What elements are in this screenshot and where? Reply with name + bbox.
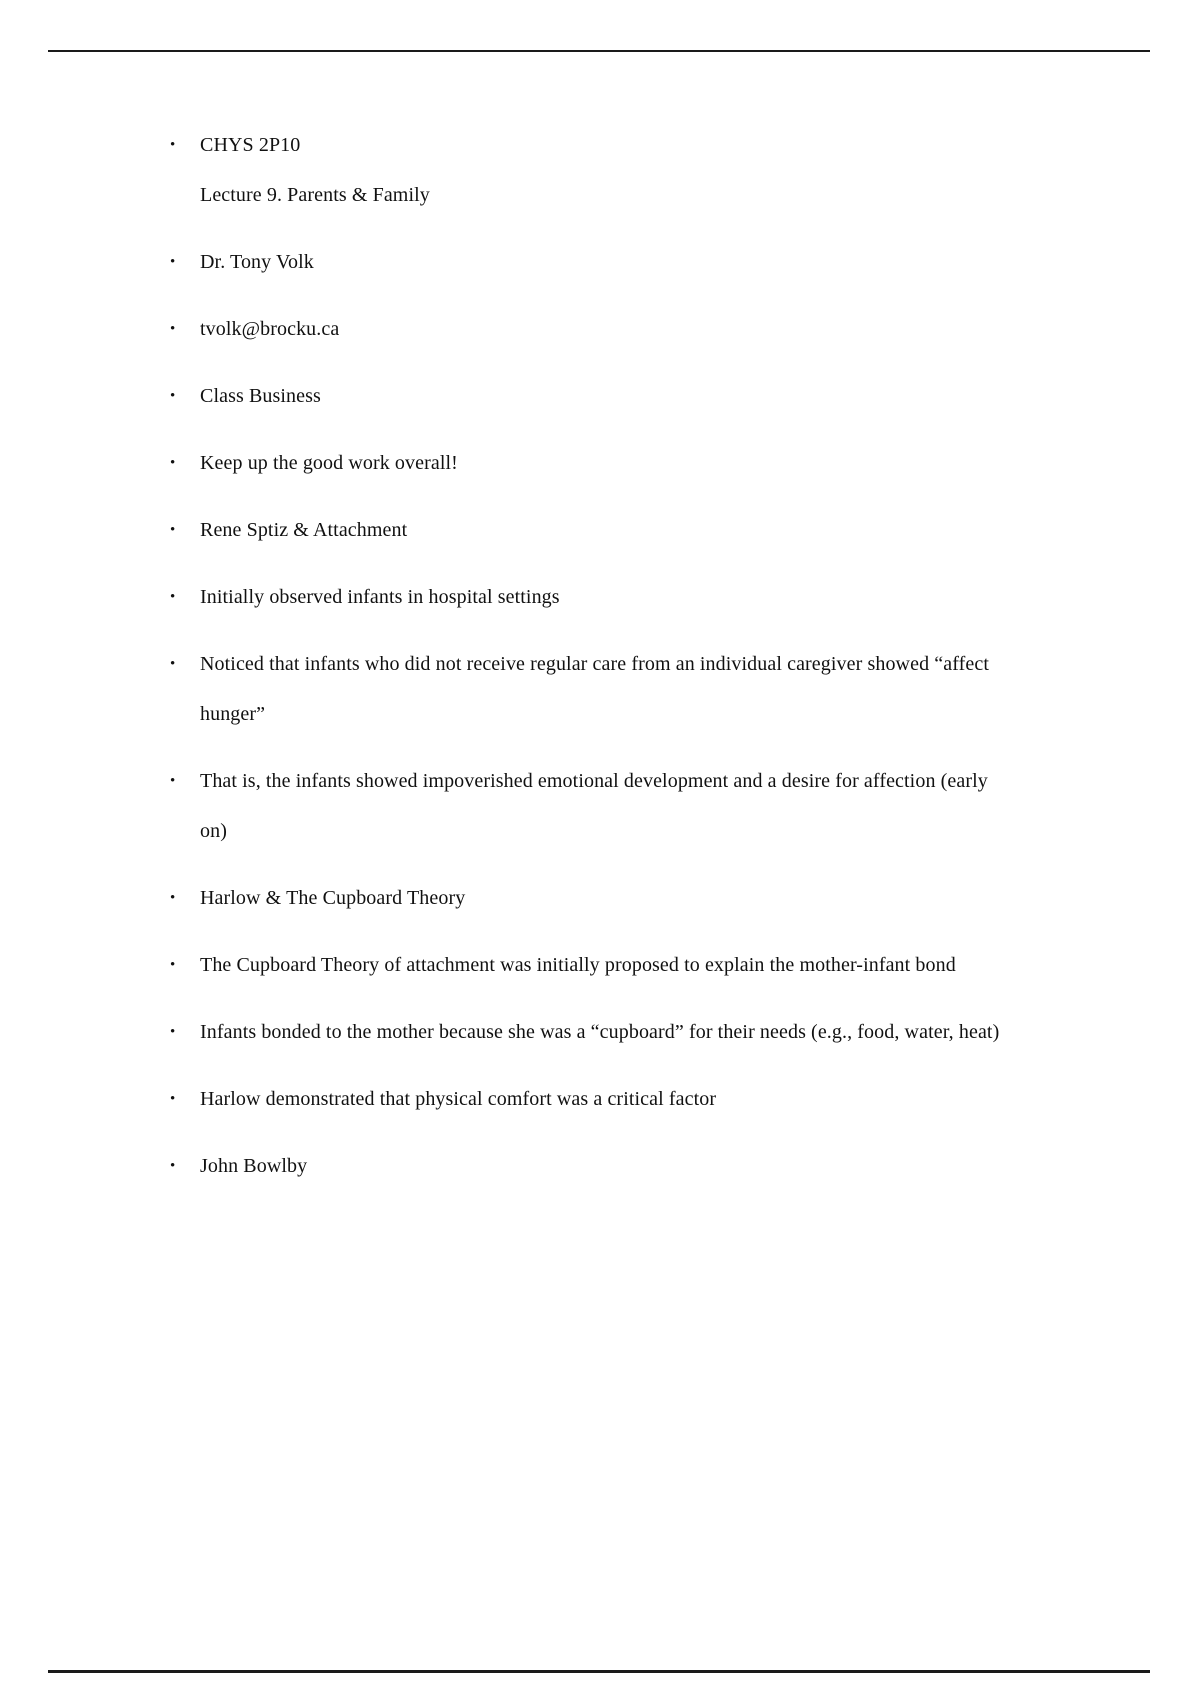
list-item-line: The Cupboard Theory of attachment was initially proposed to explain the mother-infant bond [200, 954, 956, 976]
list-item-line: Initially observed infants in hospital settings [200, 586, 560, 608]
bottom-horizontal-rule [48, 1670, 1150, 1673]
list-item-text [200, 371, 1000, 421]
list-item-line: Infants bonded to the mother because she was a “cupboard” for their needs (e.g., food, water, heat) [200, 1021, 1000, 1043]
list-item-text [200, 237, 1000, 287]
bullet-icon: • [170, 455, 176, 471]
bullet-icon: • [170, 773, 176, 789]
list-item-line: Keep up the good work overall! [200, 452, 458, 474]
list-item-text [200, 438, 1000, 488]
bullet-icon: • [170, 321, 176, 337]
list-item [170, 572, 1010, 622]
list-item-line: Dr. Tony Volk [200, 251, 314, 273]
bullet-icon: • [170, 388, 176, 404]
bullet-icon: • [170, 1091, 176, 1107]
list-item-text [200, 1141, 1000, 1191]
list-item [170, 237, 1010, 287]
list-item [170, 940, 1010, 990]
list-item [170, 304, 1010, 354]
bullet-icon: • [170, 254, 176, 270]
list-item-line: John Bowlby [200, 1155, 308, 1177]
list-item-line: Rene Sptiz & Attachment [200, 519, 408, 541]
top-horizontal-rule [48, 50, 1150, 52]
list-item-text [200, 1074, 1000, 1124]
bullet-icon: • [170, 137, 176, 153]
list-item-text [200, 505, 1000, 555]
bullet-icon: • [170, 1024, 176, 1040]
list-item-line: Harlow & The Cupboard Theory [200, 887, 466, 909]
list-item [170, 438, 1010, 488]
list-item [170, 371, 1010, 421]
bullet-icon: • [170, 1158, 176, 1174]
list-item-line: That is, the infants showed impoverished emotional development and a desire for affection (early on) [200, 770, 988, 842]
list-item [170, 1007, 1010, 1057]
list-item-text [200, 940, 1000, 990]
list-item [170, 756, 1010, 856]
list-item-text [200, 1007, 1000, 1057]
list-item-line: Harlow demonstrated that physical comfort was a critical factor [200, 1088, 717, 1110]
list-item-text [200, 639, 1000, 739]
bullet-icon: • [170, 522, 176, 538]
list-item-line: Noticed that infants who did not receive regular care from an individual caregiver showed “affect hunger” [200, 653, 990, 725]
list-item [170, 505, 1010, 555]
list-item-line: Lecture 9. Parents & Family [200, 184, 430, 206]
bullet-icon: • [170, 890, 176, 906]
list-item-text [200, 120, 1000, 220]
list-item-text [200, 304, 1000, 354]
list-item [170, 1141, 1010, 1191]
list-item-text [200, 873, 1000, 923]
bullet-icon: • [170, 957, 176, 973]
bullet-icon: • [170, 656, 176, 672]
list-item [170, 120, 1010, 220]
list-item-line: Class Business [200, 385, 321, 407]
bullet-icon: • [170, 589, 176, 605]
list-item-line: CHYS 2P10 [200, 134, 301, 156]
list-item [170, 873, 1010, 923]
bullet-list [170, 120, 1010, 1208]
list-item-text [200, 572, 1000, 622]
list-item-line: tvolk@brocku.ca [200, 318, 340, 340]
list-item [170, 639, 1010, 739]
list-item [170, 1074, 1010, 1124]
list-item-text [200, 756, 1000, 856]
